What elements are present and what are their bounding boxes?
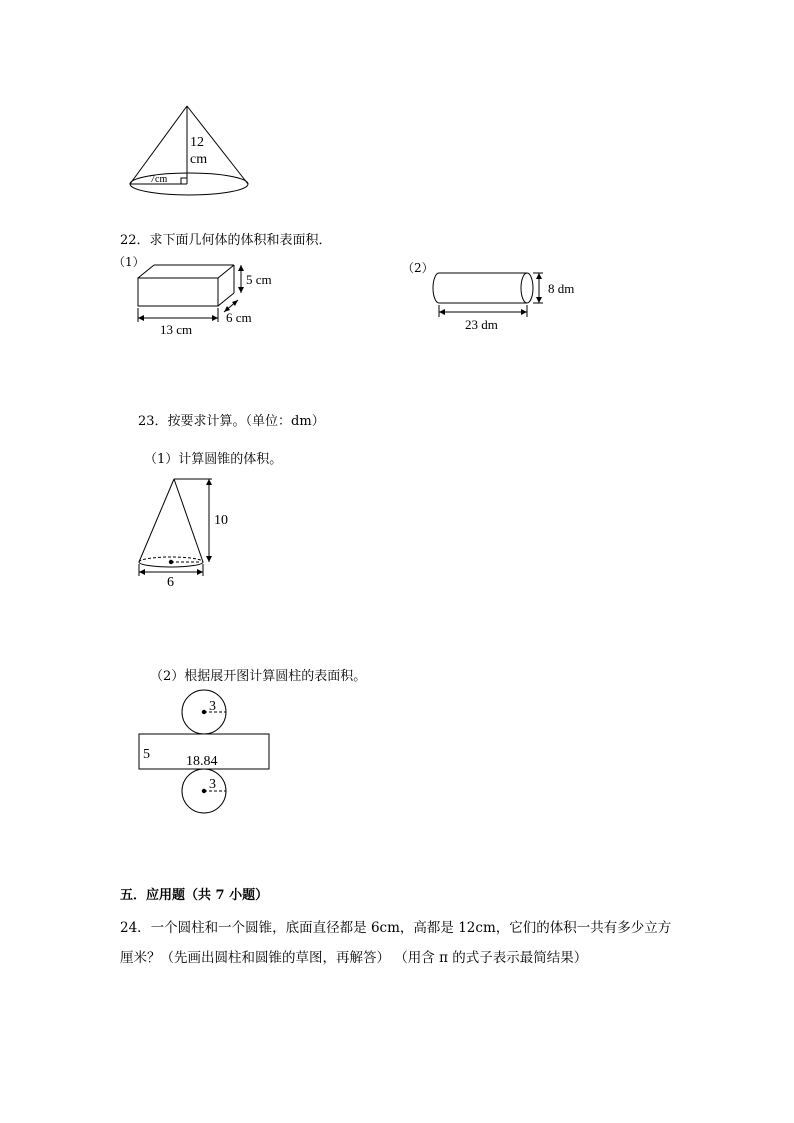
cone-height-label-2: cm: [190, 152, 208, 167]
net-rect-length: 18.84: [186, 754, 218, 769]
q23-part1: （1）计算圆锥的体积。: [144, 452, 283, 467]
q23-part2: （2）根据展开图计算圆柱的表面积。: [150, 669, 367, 684]
cone-figure: [130, 472, 240, 592]
box-height-label: 5 cm: [246, 272, 272, 287]
cone-height-value: 10: [214, 513, 228, 528]
box-figure: [130, 260, 290, 340]
q23-text: 23．按要求计算。（单位：dm）: [138, 414, 325, 429]
cylinder-net-figure: [130, 685, 280, 815]
net-radius-top: 3: [209, 699, 216, 714]
box-length-label: 13 cm: [160, 322, 193, 337]
cone-height-label-1: 12: [190, 135, 204, 150]
cone-figure-top: [120, 100, 260, 200]
box-width-label: 6 cm: [226, 310, 252, 325]
cylinder-figure: [425, 265, 595, 340]
section5-heading: 五．应用题（共 7 小题）: [120, 888, 269, 903]
q22-part2-label: （2）: [402, 261, 434, 275]
q24-line2: 厘米？（先画出圆柱和圆锥的草图，再解答） （用含 π 的式子表示最简结果）: [120, 950, 588, 966]
cylinder-length-label: 23 dm: [465, 317, 498, 332]
net-rect-height: 5: [143, 747, 150, 762]
cylinder-diameter-label: 8 dm: [548, 281, 575, 296]
q24-line1: 24．一个圆柱和一个圆锥，底面直径都是 6cm，高都是 12cm，它们的体积一共有多少立方: [120, 920, 672, 936]
cone-radius-label: 7cm: [150, 174, 168, 185]
cone-base-value: 6: [167, 575, 174, 590]
net-radius-bottom: 3: [209, 777, 216, 792]
q22-part1-label: （1）: [113, 255, 145, 269]
q22-text: 22．求下面几何体的体积和表面积．: [120, 233, 332, 248]
